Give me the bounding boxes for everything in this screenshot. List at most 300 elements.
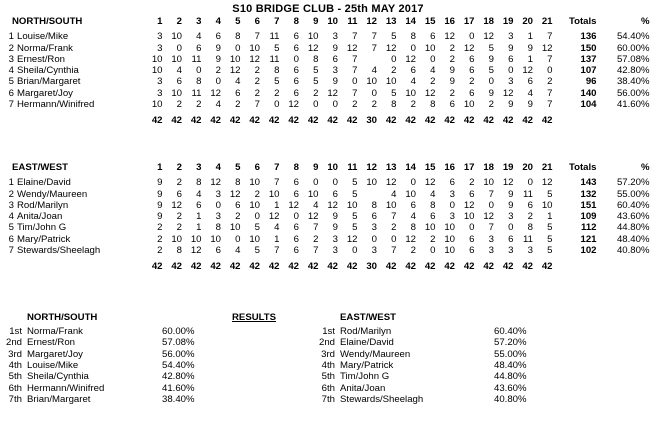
board-sum-cell: 42: [424, 115, 436, 127]
score-cell: 3: [449, 211, 455, 223]
score-cell: 8: [235, 177, 241, 189]
score-cell: 9: [488, 87, 494, 99]
score-cell: 12: [346, 42, 358, 54]
score-cell: 2: [157, 222, 163, 234]
score-cell: 12: [522, 65, 533, 77]
percent-cell: 54.40%: [616, 31, 650, 43]
result-pair-name: Tim/John G: [340, 371, 390, 383]
table-row: [4, 54, 650, 65]
score-cell: 1: [527, 31, 533, 43]
score-cell: 12: [541, 42, 553, 54]
list-item: [313, 349, 643, 360]
score-cell: 0: [488, 199, 494, 211]
board-sum-cell: 42: [229, 261, 241, 273]
board-header: 14: [405, 162, 416, 173]
score-cell: 0: [215, 76, 221, 88]
board-sum-row: [4, 256, 650, 272]
score-cell: 0: [196, 65, 202, 77]
score-cell: 3: [508, 211, 514, 223]
score-cell: 2: [430, 76, 436, 88]
score-cell: 5: [547, 188, 553, 200]
score-cell: 0: [371, 87, 377, 99]
score-cell: 10: [151, 99, 163, 111]
score-cell: 12: [385, 42, 397, 54]
score-cell: 6: [430, 211, 436, 223]
board-header: 10: [327, 162, 338, 173]
board-header: 1: [157, 16, 163, 27]
percent-cell: 42.80%: [616, 65, 650, 77]
result-pair-name: Ernest/Ron: [27, 337, 75, 349]
pair-number: 5: [8, 76, 14, 88]
score-cell: 6: [371, 211, 377, 223]
percent-cell: 41.60%: [616, 99, 650, 111]
score-cell: 0: [508, 65, 514, 77]
spacer: [4, 110, 143, 126]
score-cell: 1: [274, 199, 280, 211]
score-cell: 6: [469, 53, 475, 65]
pair-name: Norma/Frank: [17, 42, 73, 54]
score-cell: 0: [410, 177, 416, 189]
score-cell: 7: [352, 65, 358, 77]
result-percent: 38.40%: [162, 394, 195, 406]
pair-number: 3: [8, 53, 14, 65]
result-position: 3rd: [321, 348, 335, 360]
list-item: [0, 337, 320, 348]
score-cell: 6: [527, 199, 533, 211]
board-header: 9: [313, 16, 319, 27]
pair-number: 1: [8, 31, 14, 43]
total-cell: 143: [580, 177, 597, 189]
result-pair-name: Wendy/Maureen: [340, 348, 411, 360]
score-cell: 3: [215, 211, 221, 223]
spacer: [553, 177, 565, 188]
score-cell: 0: [176, 42, 182, 54]
spacer: [553, 222, 565, 233]
spacer: [4, 256, 143, 272]
score-cell: 9: [508, 42, 514, 54]
score-cell: 7: [274, 177, 280, 189]
score-cell: 9: [527, 42, 533, 54]
result-pair-name: Rod/Marilyn: [340, 326, 392, 337]
header-row: [4, 162, 650, 177]
board-header: 15: [424, 16, 436, 27]
score-cell: 7: [547, 99, 553, 111]
board-sum-cell: 42: [268, 115, 280, 127]
result-percent: 60.00%: [162, 326, 195, 337]
score-cell: 10: [151, 53, 163, 65]
score-cell: 10: [405, 87, 416, 99]
score-cell: 10: [541, 199, 553, 211]
table-row: [4, 76, 650, 87]
percent-header: %: [640, 16, 650, 27]
score-cell: 12: [249, 53, 260, 65]
result-percent: 56.00%: [162, 348, 195, 360]
result-pair-name: Anita/Joan: [340, 382, 386, 394]
score-cell: 2: [176, 222, 182, 234]
percent-cell: 43.60%: [616, 211, 650, 223]
pair-cell: [4, 222, 143, 233]
score-cell: 0: [371, 233, 377, 245]
score-cell: 3: [508, 245, 514, 257]
score-cell: [358, 189, 378, 200]
list-item: [0, 349, 320, 360]
score-cell: 5: [352, 211, 358, 223]
score-cell: 10: [229, 53, 241, 65]
list-item: [313, 383, 643, 394]
board-header: 5: [235, 16, 241, 27]
pair-cell: [4, 76, 143, 87]
score-cell: 6: [293, 76, 299, 88]
score-cell: 12: [483, 211, 494, 223]
total-cell: 121: [580, 233, 597, 245]
table-row: [4, 31, 650, 42]
score-cell: 3: [157, 42, 163, 54]
board-sum-cell: 42: [444, 115, 455, 127]
result-percent: 48.40%: [494, 360, 527, 372]
total-cell: 104: [580, 99, 597, 111]
score-cell: 2: [176, 177, 182, 189]
score-cell: 6: [293, 177, 299, 189]
score-cell: 7: [352, 31, 358, 43]
score-cell: 4: [430, 65, 436, 77]
score-cell: 2: [176, 99, 182, 111]
board-sum-cell: 42: [268, 261, 280, 273]
score-cell: 0: [430, 245, 436, 257]
score-cell: 3: [488, 245, 494, 257]
pair-cell: [4, 31, 143, 42]
result-percent: 44.80%: [494, 371, 527, 383]
board-sum-cell: 42: [522, 115, 533, 127]
pair-name: Hermann/Winifred: [17, 99, 95, 111]
score-cell: 2: [235, 99, 241, 111]
score-cell: 9: [157, 211, 163, 223]
score-cell: 12: [229, 188, 241, 200]
pair-cell: [4, 245, 143, 256]
board-sum-cell: 42: [541, 115, 553, 127]
board-sum-cell: 42: [210, 115, 221, 127]
score-cell: 10: [385, 199, 397, 211]
east-west-score-table: [4, 162, 650, 273]
spacer: [553, 245, 565, 256]
pair-name: Tim/John G: [17, 222, 67, 234]
board-sum-cell: 42: [385, 115, 397, 127]
score-cell: 4: [176, 65, 182, 77]
board-header: 17: [463, 16, 475, 27]
score-cell: 8: [430, 199, 436, 211]
board-sum-cell: 42: [483, 115, 494, 127]
percent-cell: 55.00%: [616, 188, 650, 200]
score-cell: 1: [196, 222, 202, 234]
score-cell: 10: [249, 233, 260, 245]
score-cell: 10: [249, 42, 260, 54]
board-header: 12: [366, 16, 377, 27]
result-pair-name: Brian/Margaret: [27, 394, 91, 406]
score-cell: 3: [332, 65, 338, 77]
board-header: 21: [541, 16, 553, 27]
board-sum-cell: 30: [366, 115, 377, 127]
score-cell: 5: [352, 222, 358, 234]
score-cell: 10: [190, 233, 202, 245]
score-cell: 4: [274, 222, 280, 234]
pair-cell: [4, 189, 143, 200]
board-header: 19: [502, 16, 514, 27]
score-cell: 10: [229, 222, 241, 234]
board-sum-cell: 42: [288, 115, 299, 127]
board-header: 11: [347, 162, 358, 173]
pair-number: 7: [8, 99, 14, 111]
score-cell: 6: [449, 177, 455, 189]
board-header: 9: [313, 162, 319, 173]
board-header: 1: [157, 162, 163, 173]
score-cell: 8: [176, 245, 182, 257]
score-cell: 7: [274, 245, 280, 257]
score-cell: 5: [352, 188, 358, 200]
table-row: [4, 177, 650, 188]
pair-name: Elaine/David: [17, 177, 71, 189]
score-cell: 9: [527, 99, 533, 111]
score-cell: 10: [346, 199, 358, 211]
result-percent: 60.40%: [494, 326, 527, 337]
board-sum-cell: 42: [229, 115, 241, 127]
score-cell: 9: [488, 53, 494, 65]
score-cell: 7: [352, 87, 358, 99]
pair-name: Anita/Joan: [17, 211, 63, 223]
spacer: [553, 211, 565, 222]
score-cell: 2: [274, 87, 280, 99]
score-cell: 12: [346, 233, 358, 245]
score-cell: 10: [151, 65, 163, 77]
score-cell: 6: [469, 87, 475, 99]
pair-name: Margaret/Joy: [17, 87, 73, 99]
score-cell: 2: [254, 76, 260, 88]
board-sum-cell: 42: [249, 115, 260, 127]
pair-number: 2: [8, 42, 14, 54]
header-row: [4, 16, 650, 31]
score-cell: 2: [469, 177, 475, 189]
board-header: 11: [347, 16, 358, 27]
score-cell: 3: [157, 87, 163, 99]
score-cell: 0: [410, 42, 416, 54]
score-cell: 11: [269, 31, 280, 43]
score-cell: 9: [215, 53, 221, 65]
score-cell: 8: [215, 222, 221, 234]
board-sum-cell: 42: [541, 261, 553, 273]
board-sum-cell: 42: [405, 261, 416, 273]
score-cell: 6: [293, 65, 299, 77]
board-header: 6: [254, 162, 260, 173]
score-cell: 6: [508, 53, 514, 65]
score-cell: 6: [293, 245, 299, 257]
table-row: [4, 200, 650, 211]
list-item: [313, 360, 643, 371]
score-cell: 10: [171, 233, 182, 245]
result-position: 4th: [321, 360, 335, 372]
score-cell: 7: [488, 188, 494, 200]
score-cell: 10: [171, 31, 182, 43]
score-cell: 3: [332, 31, 338, 43]
list-item: [0, 326, 320, 337]
score-cell: 3: [332, 233, 338, 245]
totals-header: Totals: [568, 162, 597, 173]
score-cell: 9: [332, 222, 338, 234]
score-cell: 0: [508, 222, 514, 234]
pair-number: 7: [8, 245, 14, 257]
score-cell: 9: [157, 177, 163, 189]
score-cell: 0: [391, 53, 397, 65]
result-percent: 57.08%: [162, 337, 195, 349]
score-cell: 12: [210, 87, 221, 99]
score-cell: 6: [215, 245, 221, 257]
result-percent: 43.60%: [494, 382, 527, 394]
pair-name: Stewards/Sheelagh: [17, 245, 101, 257]
board-sum-cell: 42: [190, 115, 202, 127]
percent-header: %: [640, 162, 650, 173]
pair-name: Brian/Margaret: [17, 76, 81, 88]
percent-cell: 60.00%: [616, 42, 650, 54]
score-cell: 12: [463, 199, 475, 211]
board-header: 21: [541, 162, 553, 173]
spacer: [553, 162, 565, 177]
score-cell: 12: [483, 31, 494, 43]
score-cell: 2: [391, 65, 397, 77]
score-cell: 2: [352, 99, 358, 111]
score-cell: 5: [547, 245, 553, 257]
result-percent: 57.20%: [494, 337, 527, 349]
board-header: 5: [235, 162, 241, 173]
table-row: [4, 245, 650, 256]
score-cell: 0: [293, 53, 299, 65]
result-percent: 54.40%: [162, 360, 195, 372]
score-cell: 3: [371, 245, 377, 257]
list-item: [313, 337, 643, 348]
score-cell: 9: [449, 65, 455, 77]
score-cell: 0: [293, 211, 299, 223]
board-sum-cell: 42: [171, 115, 182, 127]
spacer: [553, 76, 565, 87]
board-sum-cell: 42: [190, 261, 202, 273]
score-cell: 7: [254, 99, 260, 111]
score-cell: 0: [274, 99, 280, 111]
board-sum-cell: 42: [444, 261, 455, 273]
score-cell: 0: [254, 211, 260, 223]
pair-cell: [4, 211, 143, 222]
score-cell: 11: [269, 53, 280, 65]
score-cell: 10: [405, 188, 416, 200]
result-percent: 40.80%: [494, 394, 527, 406]
score-cell: 4: [196, 31, 202, 43]
spacer: [553, 88, 565, 99]
board-sum-cell: 42: [288, 261, 299, 273]
score-cell: 9: [449, 76, 455, 88]
score-cell: 12: [405, 53, 416, 65]
section-title: NORTH/SOUTH: [12, 16, 83, 27]
score-cell: 9: [332, 211, 338, 223]
score-cell: [358, 54, 378, 65]
board-sum-cell: 42: [424, 261, 436, 273]
score-cell: 0: [488, 76, 494, 88]
score-cell: 7: [371, 31, 377, 43]
board-sum-cell: 42: [522, 261, 533, 273]
percent-cell: 56.00%: [616, 87, 650, 99]
score-cell: 3: [508, 76, 514, 88]
score-cell: 5: [391, 87, 397, 99]
score-cell: 3: [488, 233, 494, 245]
score-cell: 12: [502, 177, 514, 189]
board-sum-row: [4, 110, 650, 126]
totals-header: Totals: [568, 16, 597, 27]
result-pair-name: Louise/Mike: [27, 360, 79, 372]
pair-cell: [4, 99, 143, 110]
percent-cell: 48.40%: [616, 233, 650, 245]
result-position: 2nd: [5, 337, 22, 349]
score-cell: 10: [444, 222, 455, 234]
pair-name: Louise/Mike: [17, 31, 69, 43]
result-position: 1st: [322, 326, 335, 337]
score-cell: 2: [371, 99, 377, 111]
score-cell: 0: [547, 65, 553, 77]
score-cell: 10: [444, 233, 455, 245]
score-cell: 12: [463, 42, 475, 54]
score-cell: 0: [235, 233, 241, 245]
board-sum-cell: 42: [151, 261, 163, 273]
percent-cell: 57.20%: [616, 177, 650, 189]
score-cell: 0: [449, 199, 455, 211]
total-cell: 109: [580, 211, 597, 223]
score-cell: 1: [274, 233, 280, 245]
board-header: 8: [293, 16, 299, 27]
score-cell: 10: [483, 177, 494, 189]
pair-cell: [4, 54, 143, 65]
score-cell: 8: [391, 99, 397, 111]
table-row: [4, 88, 650, 99]
score-cell: 7: [547, 31, 553, 43]
spacer: [553, 31, 565, 42]
pair-number: 5: [8, 222, 14, 234]
pair-cell: [4, 200, 143, 211]
score-cell: 10: [171, 87, 182, 99]
board-sum-cell: 42: [385, 261, 397, 273]
score-cell: 12: [327, 87, 338, 99]
total-cell: 102: [580, 245, 597, 257]
score-cell: 12: [385, 177, 397, 189]
score-cell: 4: [235, 76, 241, 88]
score-cell: 8: [371, 199, 377, 211]
board-sum-cell: 42: [249, 261, 260, 273]
score-cell: 6: [215, 31, 221, 43]
score-cell: 6: [332, 53, 338, 65]
score-cell: 6: [293, 222, 299, 234]
board-header: 3: [196, 162, 202, 173]
score-cell: 7: [391, 245, 397, 257]
board-header: 8: [293, 162, 299, 173]
total-cell: 132: [580, 188, 597, 200]
score-cell: 3: [157, 31, 163, 43]
spacer: [553, 54, 565, 65]
score-cell: 0: [469, 222, 475, 234]
score-cell: 6: [196, 42, 202, 54]
score-cell: 12: [405, 233, 416, 245]
score-cell: 6: [410, 65, 416, 77]
score-cell: 0: [527, 177, 533, 189]
board-header: 14: [405, 16, 416, 27]
score-cell: 10: [268, 188, 280, 200]
pair-cell: [4, 65, 143, 76]
results-ew-heading: EAST/WEST: [340, 312, 396, 323]
list-item: [0, 371, 320, 382]
score-cell: 1: [196, 211, 202, 223]
score-cell: 0: [352, 76, 358, 88]
result-position: 3rd: [8, 348, 22, 360]
